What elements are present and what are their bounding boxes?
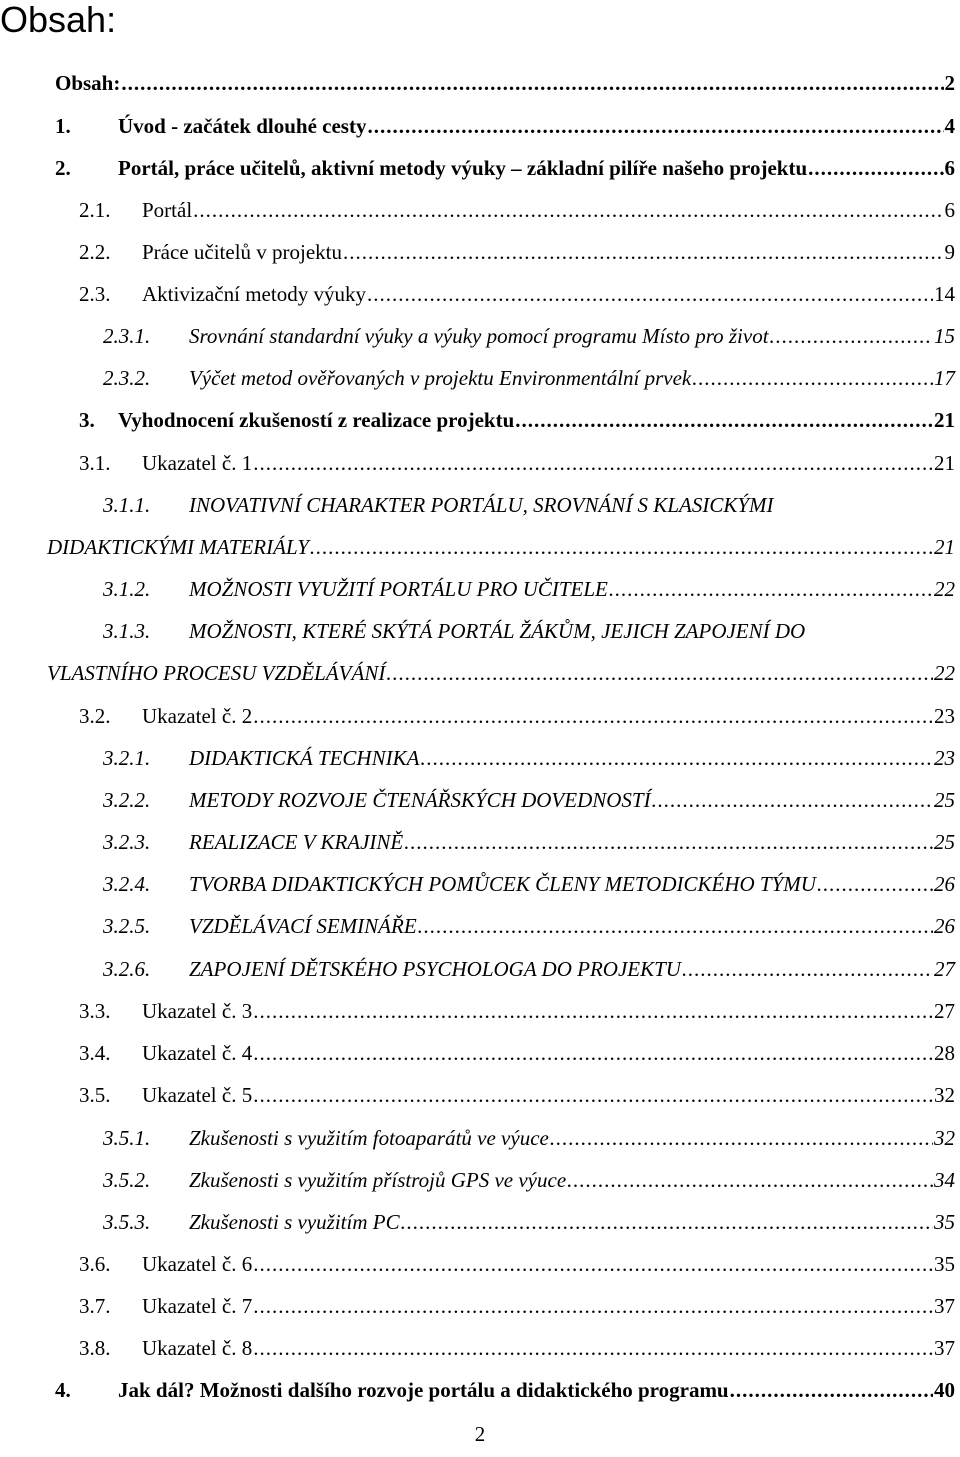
toc-entry-title: Srovnání standardní výuky a výuky pomocí programu Místo pro život (189, 324, 769, 348)
toc-entry-number: 2.1. (79, 198, 111, 222)
toc-entry-number: 3.5.3. (103, 1210, 151, 1234)
toc-entry-title: REALIZACE V KRAJINĚ (189, 830, 404, 854)
toc-entry-page: 23 (934, 704, 955, 728)
toc-entry-page: 4 (944, 114, 955, 138)
toc-entry[interactable] (103, 575, 955, 603)
toc-entry-page: 25 (934, 830, 955, 854)
toc-leader-dots (253, 702, 933, 730)
toc-entry-title: METODY ROZVOJE ČTENÁŘSKÝCH DOVEDNOSTÍ (189, 788, 651, 812)
toc-entry[interactable] (79, 1081, 955, 1109)
toc-leader-dots (418, 912, 933, 940)
toc-leader-dots (253, 1292, 933, 1320)
toc-entry-page: 27 (934, 957, 955, 981)
toc-leader-dots (817, 870, 933, 898)
toc-entry-first-line[interactable] (103, 617, 805, 645)
toc-entry-page: 9 (944, 240, 955, 264)
toc-leader-dots (253, 449, 933, 477)
toc-leader-dots (401, 1208, 933, 1236)
toc-entry-number: 2. (55, 156, 71, 180)
toc-entry-number: 3.5.1. (103, 1126, 151, 1150)
toc-entry-title: Ukazatel č. 6 (142, 1252, 253, 1276)
toc-entry[interactable] (79, 280, 955, 308)
toc-entry-number: 3.1.2. (103, 577, 151, 601)
toc-entry[interactable] (55, 154, 955, 182)
toc-entry-title: Jak dál? Možnosti dalšího rozvoje portálu a didaktického programu (118, 1378, 729, 1402)
toc-entry-page: 35 (934, 1210, 955, 1234)
toc-entry-number: 3.1.3. (103, 619, 151, 643)
toc-entry-title: Zkušenosti s využitím fotoaparátů ve výuce (189, 1126, 549, 1150)
toc-entry-number: 3.2.6. (103, 957, 151, 981)
toc-entry[interactable] (79, 702, 955, 730)
toc-entry[interactable] (103, 364, 955, 392)
toc-entry-title-continued: DIDAKTICKÝMI MATERIÁLY (47, 535, 309, 559)
toc-entry-number: 2.2. (79, 240, 111, 264)
toc-entry-title: Portál (142, 198, 193, 222)
toc-entry[interactable] (79, 1250, 955, 1278)
toc-entry-page: 6 (944, 156, 955, 180)
toc-entry[interactable] (79, 997, 955, 1025)
toc-entry[interactable] (103, 870, 955, 898)
toc-entry-number: 3.2.4. (103, 872, 151, 896)
toc-entry-page: 14 (934, 282, 955, 306)
toc-entry-number: 2.3.1. (103, 324, 151, 348)
toc-entry-title: Ukazatel č. 4 (142, 1041, 253, 1065)
toc-entry-page: 37 (934, 1336, 955, 1360)
toc-entry-number: 3.2. (79, 704, 111, 728)
toc-entry-page: 21 (934, 451, 955, 475)
toc-entry-title: Ukazatel č. 7 (142, 1294, 253, 1318)
toc-entry-page: 6 (944, 198, 955, 222)
toc-entry-title: Zkušenosti s využitím přístrojů GPS ve výuce (189, 1168, 567, 1192)
page-number: 2 (474, 1422, 486, 1446)
toc-entry-first-line[interactable] (103, 491, 774, 519)
toc-entry-page: 17 (934, 366, 955, 390)
toc-entry-number: 3.2.3. (103, 830, 151, 854)
toc-leader-dots (682, 955, 933, 983)
toc-entry[interactable] (103, 912, 955, 940)
toc-entry-number: 2.3. (79, 282, 111, 306)
toc-leader-dots (253, 1250, 933, 1278)
toc-entry-number: 4. (55, 1378, 71, 1402)
toc-entry[interactable] (103, 744, 955, 772)
toc-entry-page: 32 (934, 1126, 955, 1150)
toc-leader-dots (730, 1376, 933, 1404)
toc-entry[interactable] (55, 1376, 955, 1404)
toc-leader-dots (515, 406, 933, 434)
toc-entry-page: 22 (934, 661, 955, 685)
toc-entry-title: ZAPOJENÍ DĚTSKÉHO PSYCHOLOGA DO PROJEKTU (189, 957, 681, 981)
toc-entry-title: VZDĚLÁVACÍ SEMINÁŘE (189, 914, 417, 938)
toc-leader-dots (808, 154, 943, 182)
toc-leader-dots (367, 280, 933, 308)
toc-entry-page: 34 (934, 1168, 955, 1192)
toc-entry-title: Práce učitelů v projektu (142, 240, 343, 264)
toc-entry-page: 21 (934, 408, 955, 432)
toc-entry-number: 2.3.2. (103, 366, 151, 390)
toc-entry-title: MOŽNOSTI VYUŽITÍ PORTÁLU PRO UČITELE (189, 577, 608, 601)
toc-entry[interactable] (55, 69, 955, 97)
toc-entry-number: 3.5.2. (103, 1168, 151, 1192)
toc-entry-number: 3.2.1. (103, 746, 151, 770)
toc-leader-dots (253, 1081, 933, 1109)
toc-entry[interactable] (79, 196, 955, 224)
toc-entry-number: 3.1. (79, 451, 111, 475)
toc-entry[interactable] (55, 112, 955, 140)
toc-entry-title: Aktivizační metody výuky (142, 282, 366, 306)
toc-leader-dots (193, 196, 943, 224)
toc-entry-number: 3.2.5. (103, 914, 151, 938)
toc-leader-dots (253, 997, 933, 1025)
toc-leader-dots (367, 112, 943, 140)
toc-leader-dots (253, 1334, 933, 1362)
toc-entry-number: 3.4. (79, 1041, 111, 1065)
toc-entry-title: Ukazatel č. 2 (142, 704, 253, 728)
page-heading: Obsah: (0, 0, 117, 40)
toc-entry-number: 3.3. (79, 999, 111, 1023)
toc-entry-title: Ukazatel č. 1 (142, 451, 253, 475)
toc-entry-title: Portál, práce učitelů, aktivní metody výuky – základní pilíře našeho projektu (118, 156, 808, 180)
toc-leader-dots (310, 533, 933, 561)
toc-entry-title: MOŽNOSTI, KTERÉ SKÝTÁ PORTÁL ŽÁKŮM, JEJICH ZAPOJENÍ DO (189, 619, 806, 643)
toc-entry-title: Výčet metod ověřovaných v projektu Environmentální prvek (189, 366, 692, 390)
toc-entry-number: 3.5. (79, 1083, 111, 1107)
toc-entry-title: Zkušenosti s využitím PC (189, 1210, 400, 1234)
toc-leader-dots (567, 1166, 933, 1194)
toc-leader-dots (770, 322, 933, 350)
toc-entry-continuation[interactable] (47, 659, 955, 687)
toc-entry[interactable] (79, 1039, 955, 1067)
toc-entry[interactable] (79, 1292, 955, 1320)
toc-entry-number: 3.2.2. (103, 788, 151, 812)
toc-entry-number: 3.8. (79, 1336, 111, 1360)
toc-leader-dots (609, 575, 933, 603)
toc-leader-dots (550, 1124, 933, 1152)
toc-entry-page: 22 (934, 577, 955, 601)
toc-entry-title: INOVATIVNÍ CHARAKTER PORTÁLU, SROVNÁNÍ S KLASICKÝMI (189, 493, 774, 517)
toc-entry[interactable] (103, 828, 955, 856)
toc-entry-page: 2 (944, 71, 955, 95)
toc-entry-number: 3.6. (79, 1252, 111, 1276)
toc-entry-page: 37 (934, 1294, 955, 1318)
toc-entry-page: 28 (934, 1041, 955, 1065)
toc-entry-page: 23 (934, 746, 955, 770)
toc-leader-dots (652, 786, 933, 814)
toc-entry-page: 15 (934, 324, 955, 348)
toc-entry-number: 3.1.1. (103, 493, 151, 517)
toc-entry[interactable] (79, 406, 955, 434)
toc-entry[interactable] (79, 238, 955, 266)
toc-entry-title: Ukazatel č. 3 (142, 999, 253, 1023)
toc-entry-title: Ukazatel č. 5 (142, 1083, 253, 1107)
toc-entry[interactable] (103, 322, 955, 350)
toc-entry-title: DIDAKTICKÁ TECHNIKA (189, 746, 420, 770)
toc-leader-dots (343, 238, 943, 266)
toc-entry[interactable] (103, 955, 955, 983)
toc-leader-dots (692, 364, 933, 392)
toc-leader-dots (386, 659, 933, 687)
toc-entry[interactable] (103, 786, 955, 814)
toc-leader-dots (420, 744, 933, 772)
toc-entry-title-continued: VLASTNÍHO PROCESU VZDĚLÁVÁNÍ (47, 661, 386, 685)
toc-entry[interactable] (79, 449, 955, 477)
toc-entry-page: 32 (934, 1083, 955, 1107)
toc-entry-page: 27 (934, 999, 955, 1023)
toc-entry-number: 3. (79, 408, 95, 432)
toc-entry-page: 40 (934, 1378, 955, 1402)
toc-entry-page: 26 (934, 914, 955, 938)
toc-leader-dots (253, 1039, 933, 1067)
toc-entry-page: 26 (934, 872, 955, 896)
toc-entry-title: Vyhodnocení zkušeností z realizace projektu (118, 408, 515, 432)
toc-entry-continuation[interactable] (47, 533, 955, 561)
toc-entry-page: 25 (934, 788, 955, 812)
toc-entry[interactable] (103, 1124, 955, 1152)
toc-entry-title: Ukazatel č. 8 (142, 1336, 253, 1360)
toc-leader-dots (121, 69, 943, 97)
toc-entry-page: 21 (934, 535, 955, 559)
toc-entry[interactable] (103, 1166, 955, 1194)
toc-entry-title: TVORBA DIDAKTICKÝCH POMŮCEK ČLENY METODICKÉHO TÝMU (189, 872, 816, 896)
toc-entry-title: Obsah: (55, 71, 121, 95)
toc-entry[interactable] (103, 1208, 955, 1236)
toc-entry-page: 35 (934, 1252, 955, 1276)
toc-entry-number: 3.7. (79, 1294, 111, 1318)
toc-entry[interactable] (79, 1334, 955, 1362)
toc-entry-number: 1. (55, 114, 71, 138)
toc-entry-title: Úvod - začátek dlouhé cesty (118, 114, 367, 138)
toc-leader-dots (404, 828, 933, 856)
